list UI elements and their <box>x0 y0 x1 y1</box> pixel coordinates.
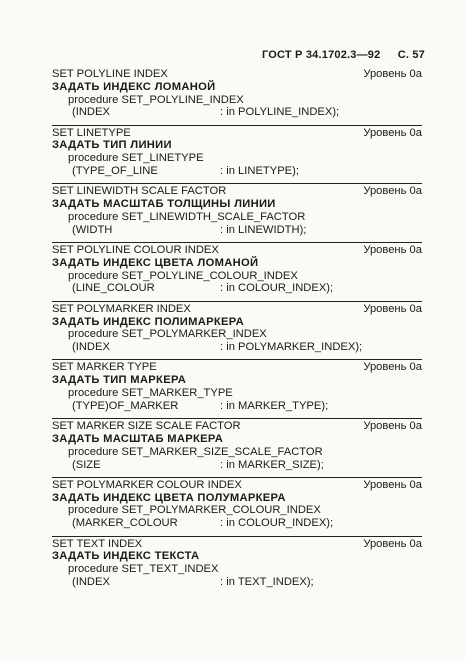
procedure-signature: procedure SET_POLYMARKER_COLOUR_INDEX <box>68 504 321 517</box>
parameter-type: : in TEXT_INDEX); <box>220 575 314 588</box>
parameter-name: (INDEX <box>72 575 110 588</box>
function-entry <box>52 301 422 360</box>
entry-title-row <box>52 127 422 140</box>
parameter-name: (INDEX <box>72 106 110 119</box>
russian-title: ЗАДАТЬ ТИП ЛИНИИ <box>52 139 172 152</box>
entry-title-row <box>52 185 422 198</box>
parameter-type: : in MARKER_TYPE); <box>220 399 329 412</box>
standard-number: ГОСТ Р 34.1702.3—92 <box>261 49 381 61</box>
russian-title: ЗАДАТЬ ИНДЕКС ПОЛИМАРКЕРА <box>52 315 244 328</box>
parameter-row <box>52 282 422 295</box>
function-entry <box>52 359 422 418</box>
function-title: SET POLYMARKER INDEX <box>52 302 191 315</box>
parameter-row <box>52 106 422 119</box>
level-label: Уровень 0a <box>363 361 422 374</box>
page-header <box>262 49 425 61</box>
russian-title: ЗАДАТЬ МАСШТАБ ТОЛЩИНЫ ЛИНИИ <box>52 198 276 211</box>
russian-title: ЗАДАТЬ ИНДЕКС ЛОМАНОЙ <box>52 80 216 93</box>
procedure-signature: procedure SET_MARKER_TYPE <box>68 387 233 400</box>
function-title: SET MARKER TYPE <box>52 361 157 374</box>
parameter-row <box>52 517 422 530</box>
level-label: Уровень 0a <box>363 537 422 550</box>
function-entry <box>52 66 422 125</box>
parameter-type: : in LINETYPE); <box>220 165 299 178</box>
parameter-type: : in MARKER_SIZE); <box>220 458 324 471</box>
function-list <box>52 66 422 594</box>
entry-title-row <box>52 479 422 492</box>
parameter-name: (TYPE)OF_MARKER <box>72 399 179 412</box>
entry-title-row <box>52 420 422 433</box>
parameter-row <box>52 165 422 178</box>
procedure-signature: procedure SET_LINETYPE <box>68 152 204 165</box>
parameter-name: (WIDTH <box>72 223 113 236</box>
level-label: Уровень 0a <box>363 68 422 80</box>
parameter-name: (MARKER_COLOUR <box>72 517 178 530</box>
function-entry <box>52 536 422 595</box>
parameter-row <box>52 459 422 472</box>
procedure-signature: procedure SET_MARKER_SIZE_SCALE_FACTOR <box>68 445 323 458</box>
procedure-signature: procedure SET_LINEWIDTH_SCALE_FACTOR <box>68 210 306 223</box>
parameter-row <box>52 400 422 413</box>
function-entry <box>52 477 422 536</box>
russian-title: ЗАДАТЬ ИНДЕКС ЦВЕТА ЛОМАНОЙ <box>52 256 259 269</box>
parameter-type: : in LINEWIDTH); <box>220 223 307 236</box>
parameter-row <box>52 341 422 354</box>
parameter-name: (INDEX <box>72 341 110 354</box>
procedure-signature: procedure SET_TEXT_INDEX <box>68 563 219 576</box>
procedure-signature: procedure SET_POLYMARKER_INDEX <box>68 328 267 341</box>
function-title: SET POLYLINE INDEX <box>52 68 168 80</box>
level-label: Уровень 0a <box>363 244 422 257</box>
function-title: SET TEXT INDEX <box>52 537 143 550</box>
function-title: SET POLYMARKER COLOUR INDEX <box>52 478 242 491</box>
entry-title-row <box>52 538 422 551</box>
level-label: Уровень 0a <box>363 302 422 315</box>
procedure-signature: procedure SET_POLYLINE_INDEX <box>68 93 244 106</box>
parameter-row <box>52 224 422 237</box>
parameter-type: : in POLYLINE_INDEX); <box>220 106 340 119</box>
function-title: SET LINEWIDTH SCALE FACTOR <box>52 185 227 198</box>
parameter-name: (SIZE <box>72 458 101 471</box>
level-label: Уровень 0a <box>363 478 422 491</box>
entry-title-row <box>52 68 422 81</box>
parameter-type: : in POLYMARKER_INDEX); <box>220 341 363 354</box>
level-label: Уровень 0a <box>363 126 422 139</box>
parameter-name: (TYPE_OF_LINE <box>72 165 158 178</box>
entry-title-row <box>52 303 422 316</box>
page-number: С. 57 <box>397 49 425 61</box>
level-label: Уровень 0a <box>363 420 422 433</box>
entry-title-row <box>52 244 422 257</box>
parameter-name: (LINE_COLOUR <box>72 282 155 295</box>
parameter-row <box>52 576 422 589</box>
function-entry <box>52 183 422 242</box>
procedure-signature: procedure SET_POLYLINE_COLOUR_INDEX <box>68 269 298 282</box>
entry-title-row <box>52 361 422 374</box>
function-title: SET LINETYPE <box>52 126 131 139</box>
russian-title: ЗАДАТЬ ИНДЕКС ЦВЕТА ПОЛУМАРКЕРА <box>52 491 286 504</box>
parameter-type: : in COLOUR_INDEX); <box>220 517 334 530</box>
russian-title: ЗАДАТЬ ИНДЕКС ТЕКСТА <box>52 550 200 563</box>
function-entry <box>52 242 422 301</box>
parameter-type: : in COLOUR_INDEX); <box>220 282 334 295</box>
function-entry <box>52 125 422 184</box>
function-title: SET POLYLINE COLOUR INDEX <box>52 244 219 257</box>
russian-title: ЗАДАТЬ ТИП МАРКЕРА <box>52 374 187 387</box>
level-label: Уровень 0a <box>363 185 422 198</box>
function-title: SET MARKER SIZE SCALE FACTOR <box>52 420 241 433</box>
russian-title: ЗАДАТЬ МАСШТАБ МАРКЕРА <box>52 432 224 445</box>
function-entry <box>52 418 422 477</box>
